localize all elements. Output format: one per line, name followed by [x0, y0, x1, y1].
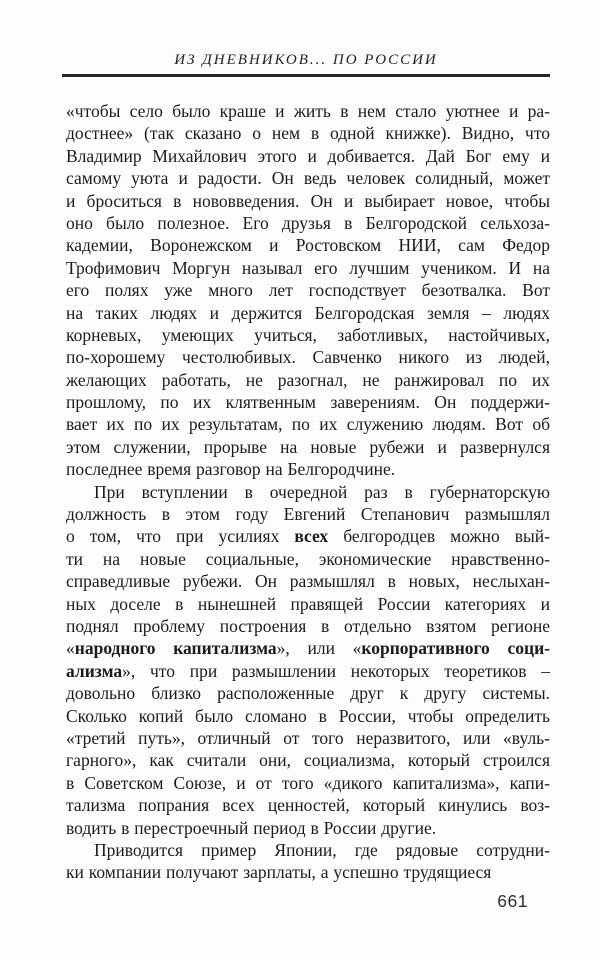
text-line: ки компании получают зарплаты, а успешно трудящиеся: [66, 862, 492, 883]
header-rule: [62, 74, 550, 77]
text-line: по-хорошему честолюбивых. Савченко никого из людей,: [66, 347, 550, 368]
text-line: «народного капитализма», или «корпоративного соци-: [66, 638, 550, 659]
text-line: Трофимович Моргун называл его лучшим учеником. И на: [66, 257, 550, 278]
text-line: корневых, умеющих учиться, заботливых, настойчивых,: [66, 324, 550, 345]
text-line: гарного», как считали они, социализма, который строился: [66, 750, 550, 771]
text-line: должность в этом году Евгений Степанович размышлял: [66, 504, 550, 525]
text-segment: корпоративного соци-: [361, 638, 550, 659]
text-line: желающих работать, не разогнал, не ранжировал по их: [66, 369, 550, 390]
text-line: Владимир Михайлович этого и добивается. Дай Бог ему и: [66, 145, 550, 166]
text-line: тализма попрания всех ценностей, который кинулись воз-: [66, 795, 550, 816]
text-line: этом служении, прорыве на новые рубежи и развернулся: [66, 436, 550, 457]
text-line: о том, что при усилиях всех белгородцев можно вый-: [66, 526, 550, 547]
text-line: «третий путь», отличный от того неразвитого, или «вуль-: [66, 727, 550, 748]
text-line: вает их по их результатам, по их служению людям. Вот об: [66, 414, 550, 435]
running-header-title: ИЗ ДНЕВНИКОВ... ПО РОССИИ: [174, 52, 438, 68]
text-line: Приводится пример Японии, где рядовые сотрудни-: [94, 839, 550, 860]
running-header: [62, 52, 550, 77]
text-line: поднял проблему построения в отдельно взятом регионе: [66, 615, 550, 636]
text-line: в Советском Союзе, и от того «дикого капитализма», капи-: [66, 772, 550, 793]
text-line: достнее» (так сказано о нем в одной книжке). Видно, что: [66, 123, 550, 144]
text-line: ти на новые социальные, экономические нравственно-: [66, 548, 550, 569]
page-number: 661: [497, 891, 528, 911]
text-segment: ализма: [66, 660, 123, 681]
text-line: самому уюта и радости. Он ведь человек солидный, может: [66, 168, 550, 189]
text-line: довольно близко расположенные друг к другу системы.: [66, 683, 550, 704]
paragraph: [66, 839, 550, 884]
text-line: ных доселе в нынешней правящей России категориях и: [66, 593, 550, 614]
text-line: При вступлении в очередной раз в губернаторскую: [94, 481, 550, 502]
text-line: и броситься в нововведения. Он и выбирает новое, чтобы: [66, 190, 550, 211]
text-line: ализма», что при размышлении некоторых теоретиков –: [66, 660, 550, 681]
text-line: Сколько копий было сломано в России, чтобы определить: [66, 705, 550, 726]
paragraph: [66, 481, 550, 839]
text-line: последнее время разговор на Белгородчине.: [66, 459, 396, 480]
text-line: на таких людях и держится Белгородская земля – людях: [66, 302, 550, 323]
body-text: [66, 100, 550, 884]
text-line: водить в перестроечный период в России другие.: [66, 817, 437, 838]
paragraph: [66, 100, 550, 481]
text-line: кадемии, Воронежском и Ростовском НИИ, сам Федор: [66, 235, 550, 256]
text-segment: всех: [294, 526, 329, 547]
text-segment: народного капитализма: [74, 638, 277, 659]
text-line: прошлому, по их клятвенным заверениям. Он поддержи-: [66, 392, 550, 413]
text-line: «чтобы село было краше и жить в нем стало уютнее и ра-: [66, 101, 550, 121]
text-line: справедливые рубежи. Он размышлял в новых, неслыхан-: [66, 571, 550, 592]
text-line: оно было полезное. Его друзья в Белгородской сельхоза-: [66, 212, 550, 233]
text-line: его полях уже много лет господствует безотвалка. Вот: [66, 280, 550, 301]
